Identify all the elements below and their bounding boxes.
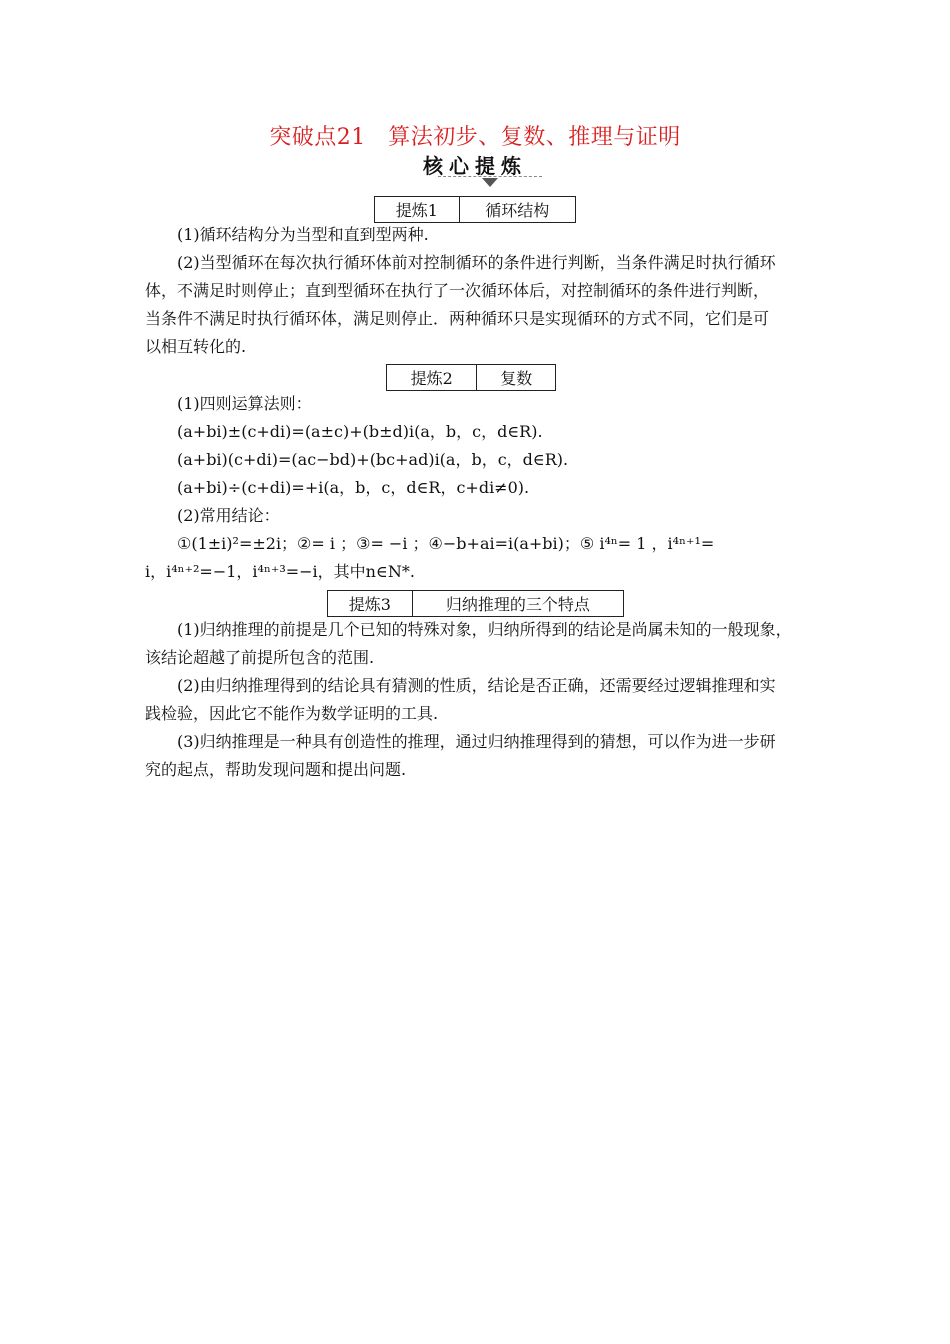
- paragraph: (1)循环结构分为当型和直到型两种.: [177, 225, 429, 244]
- formula: (a+bi)±(c+di)=(a±c)+(b±d)i(a，b，c，d∈R).: [177, 422, 543, 441]
- paragraph: (1)归纳推理的前提是几个已知的特殊对象，归纳所得到的结论是尚属未知的一般现象，: [177, 620, 792, 639]
- section-header-3: [327, 590, 624, 617]
- formula: ①(1±i)²=±2i；②= i ；③= −i ；④−b+ai=i(a+bi)；⑤ i⁴ⁿ= 1 ，i⁴ⁿ⁺¹=: [177, 534, 715, 553]
- paragraph: 以相互转化的.: [145, 337, 247, 356]
- section-label: 提炼2: [387, 365, 477, 390]
- paragraph: (1)四则运算法则：: [177, 394, 312, 413]
- core-heading: 核心提炼: [423, 154, 527, 178]
- paragraph: 该结论超越了前提所包含的范围.: [145, 648, 375, 667]
- paragraph: 当条件不满足时执行循环体，满足则停止．两种循环只是实现循环的方式不同，它们是可: [145, 309, 770, 328]
- section-name: 复数: [500, 369, 533, 388]
- section-header-2: [386, 364, 556, 391]
- section-name: 归纳推理的三个特点: [445, 595, 590, 614]
- paragraph: (2)由归纳推理得到的结论具有猜测的性质，结论是否正确，还需要经过逻辑推理和实: [177, 676, 776, 695]
- paragraph: (3)归纳推理是一种具有创造性的推理，通过归纳推理得到的猜想，可以作为进一步研: [177, 732, 776, 751]
- paragraph: 体，不满足时则停止；直到型循环在执行了一次循环体后，对控制循环的条件进行判断，: [145, 281, 770, 300]
- section-header-1: [374, 196, 576, 223]
- formula: i，i⁴ⁿ⁺²=−1，i⁴ⁿ⁺³=−i，其中n∈N*.: [145, 562, 415, 581]
- formula: (a+bi)÷(c+di)=+i(a，b，c，d∈R，c+di≠0).: [177, 478, 530, 497]
- section-label: 提炼1: [375, 197, 460, 222]
- triangle-down-icon: [482, 178, 498, 187]
- page-title: 突破点21 算法初步、复数、推理与证明: [269, 125, 681, 150]
- section-label: 提炼3: [328, 591, 413, 616]
- formula: (a+bi)(c+di)=(ac−bd)+(bc+ad)i(a，b，c，d∈R).: [177, 450, 569, 469]
- heading-divider: [438, 176, 542, 177]
- paragraph: (2)当型循环在每次执行循环体前对控制循环的条件进行判断，当条件满足时执行循环: [177, 253, 776, 272]
- section-name: 循环结构: [485, 201, 550, 220]
- paragraph: (2)常用结论：: [177, 506, 280, 525]
- paragraph: 究的起点，帮助发现问题和提出问题.: [145, 760, 407, 779]
- paragraph: 践检验，因此它不能作为数学证明的工具.: [145, 704, 439, 723]
